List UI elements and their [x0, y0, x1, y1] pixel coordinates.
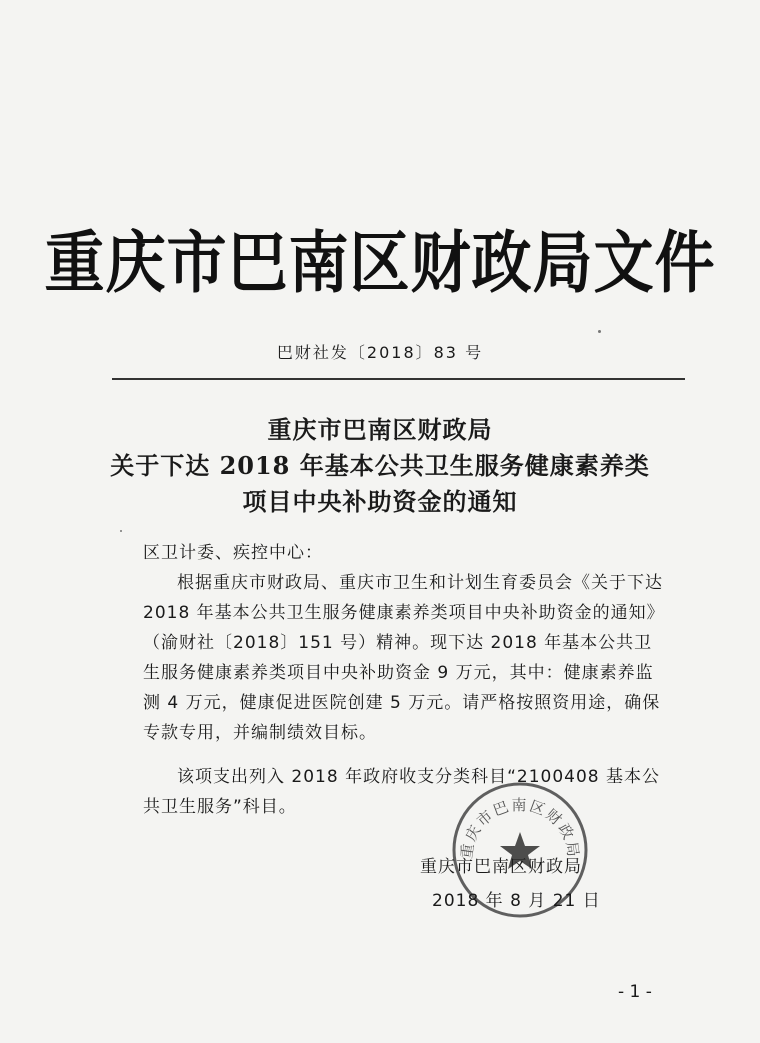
title-line-1: 重庆市巴南区财政局 — [267, 415, 493, 444]
signer: 重庆市巴南区财政局 — [420, 857, 582, 877]
seal-text: 重庆市巴南区财政局 — [457, 796, 583, 860]
page-number: - 1 - — [618, 982, 652, 1002]
scan-speck — [120, 530, 122, 532]
header-divider — [112, 378, 685, 380]
document-number: 巴财社发〔2018〕83 号 — [276, 343, 484, 362]
document-masthead: 重庆市巴南区财政局文件 — [44, 224, 716, 303]
body-paragraph-2: 该项支出列入 2018 年政府收支分类科目“2100408 基本公共卫生服务”科目。 — [143, 767, 660, 817]
title-line-3: 项目中央补助资金的通知 — [242, 487, 518, 516]
body-paragraph-1: 根据重庆市财政局、重庆市卫生和计划生育委员会《关于下达 2018 年基本公共卫生服务健康素养类项目中央补助资金的通知》（渝财社〔2018〕151 号）精神。现下达 2018 年基本公共卫生服务健康素养类项目中央补助资金 9 万元，其中：健康素养监测 4 万元，健康促进医院创建 5 万元。请严格按照资用途，确保专款专用，并编制绩效目标。 — [143, 573, 663, 743]
issue-date: 2018 年 8 月 21 日 — [432, 891, 601, 911]
scan-speck — [598, 330, 601, 333]
title-line-2: 关于下达 2018 年基本公共卫生服务健康素养类 — [110, 451, 650, 480]
salutation: 区卫计委、疾控中心： — [143, 543, 323, 563]
